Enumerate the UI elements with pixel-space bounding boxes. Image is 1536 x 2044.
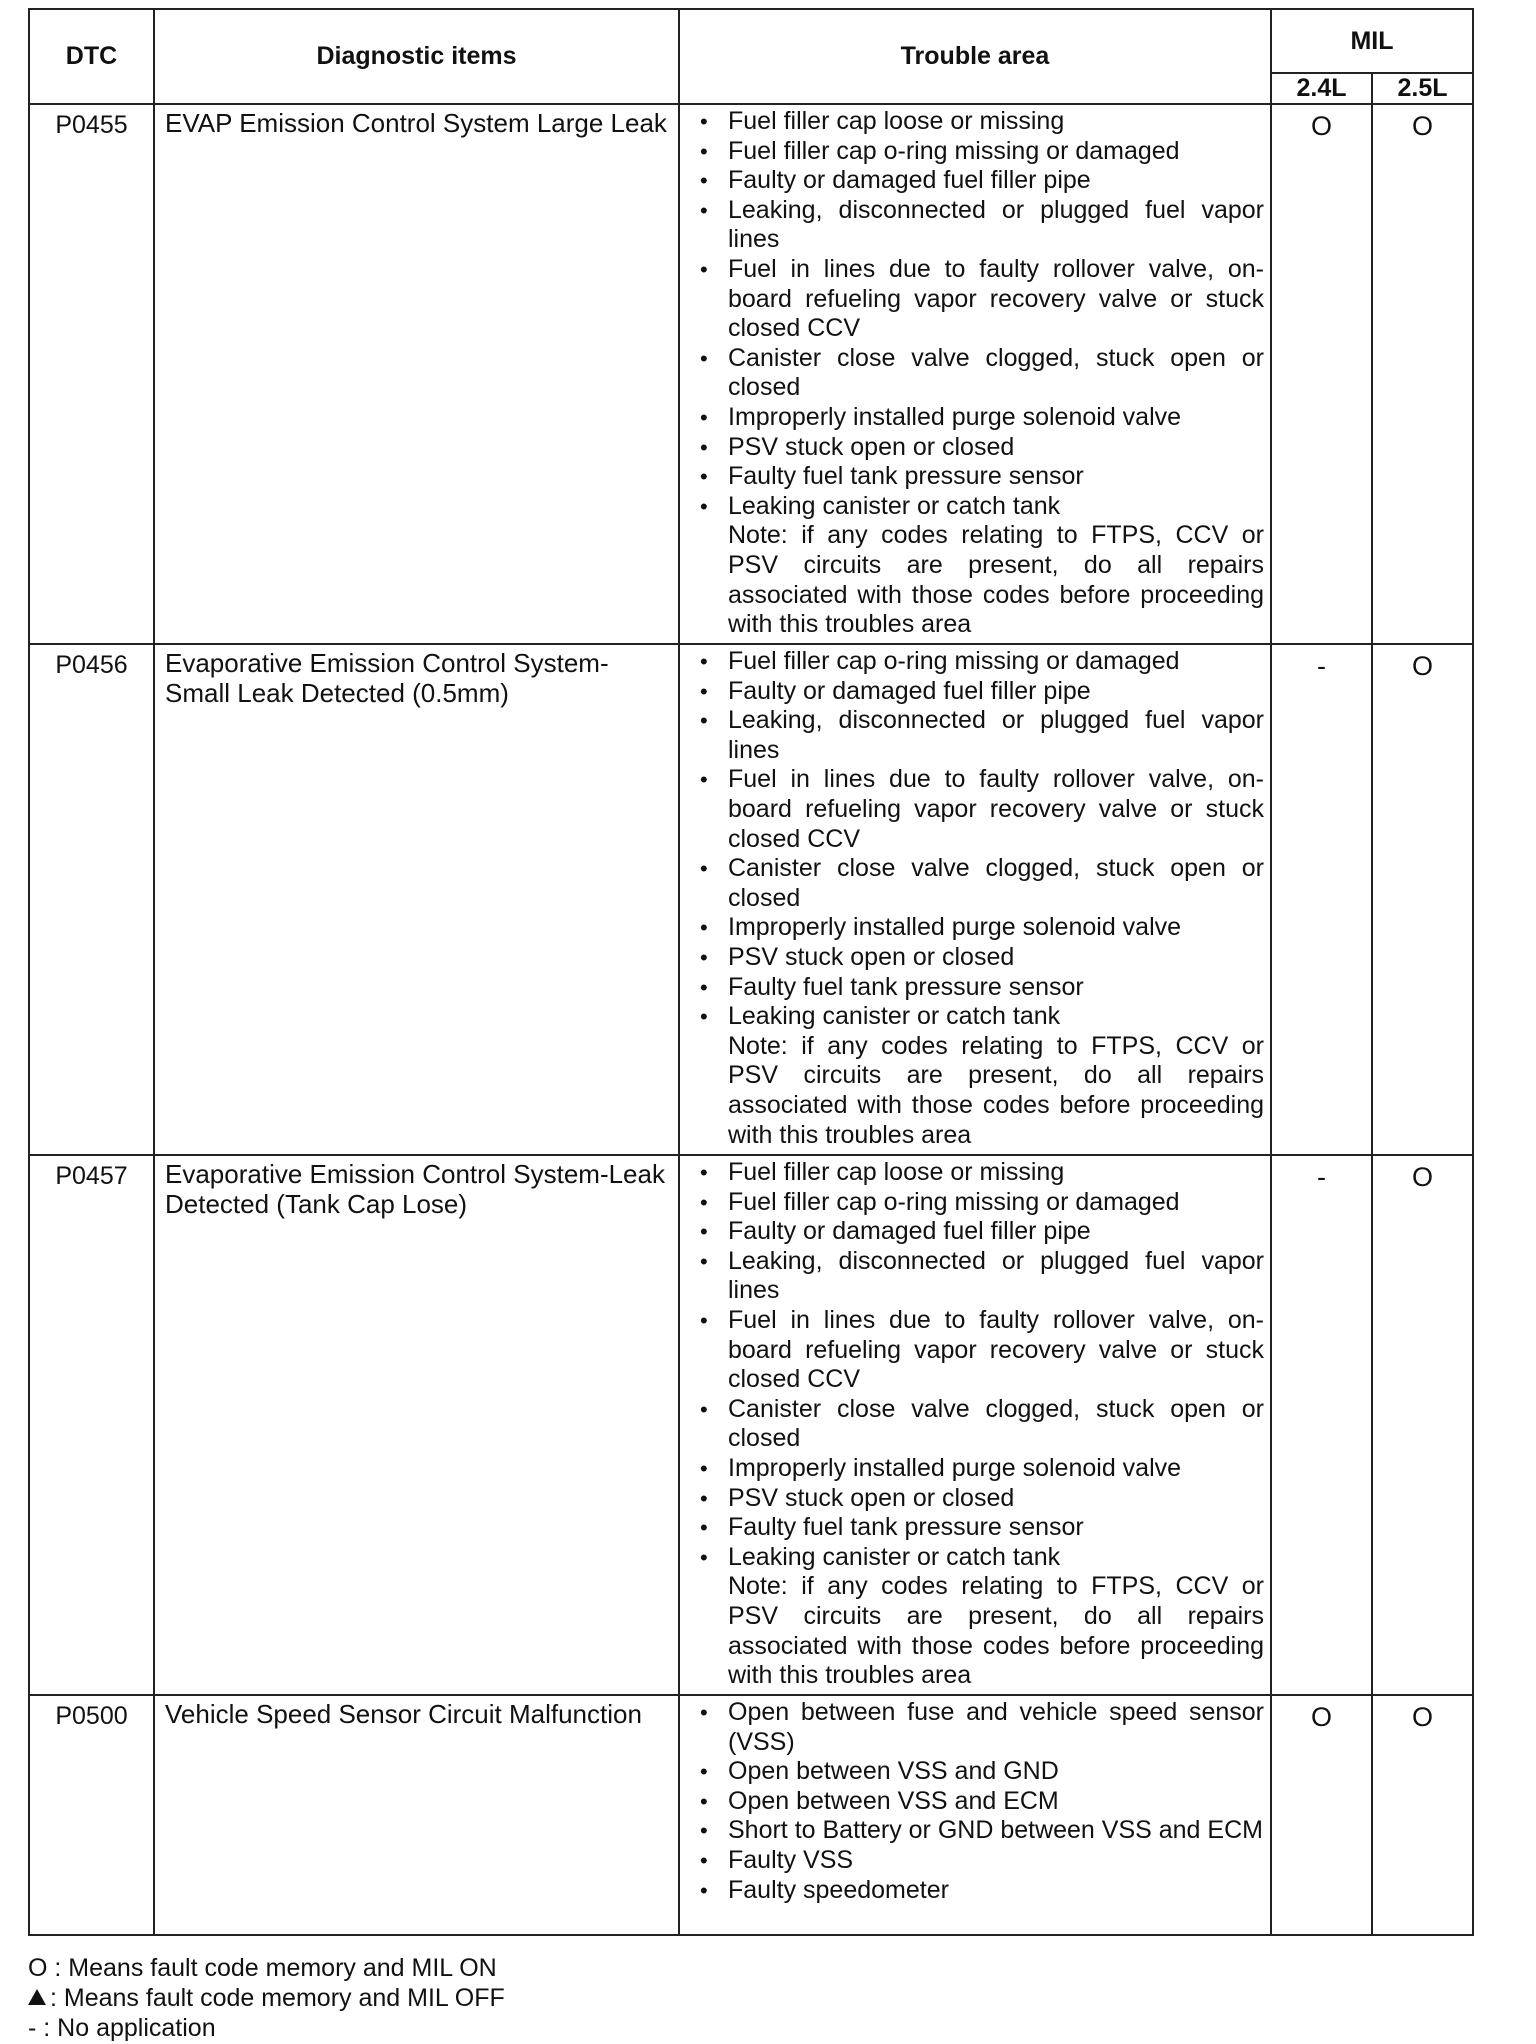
list-item: • Leaking canister or catch tank: [728, 1543, 1264, 1573]
table-row: [29, 644, 1473, 1155]
list-item: • Faulty speedometer: [728, 1876, 1264, 1906]
diagnostic-item: Evaporative Emission Control System-Small Leak Detected (0.5mm): [154, 644, 679, 1155]
list-item: • Faulty fuel tank pressure sensor: [728, 973, 1264, 1003]
trouble-list: [680, 645, 1270, 1032]
dtc-table: [28, 8, 1474, 1936]
table-row: [29, 1695, 1473, 1935]
mil-status-25l: O: [1372, 104, 1473, 644]
list-item: • Open between VSS and ECM: [728, 1787, 1264, 1817]
list-item: • Faulty fuel tank pressure sensor: [728, 1513, 1264, 1543]
list-item: • Fuel filler cap loose or missing: [728, 107, 1264, 137]
legend-mil-off-text: : Means fault code memory and MIL OFF: [50, 1984, 505, 2012]
list-item: • Improperly installed purge solenoid valve: [728, 1454, 1264, 1484]
dtc-code: P0500: [29, 1695, 154, 1935]
mil-status-24l: -: [1271, 1155, 1372, 1695]
list-item: • Canister close valve clogged, stuck open or closed: [728, 344, 1264, 403]
mil-status-24l: O: [1271, 104, 1372, 644]
trouble-area: [679, 1155, 1271, 1695]
list-item: • Leaking canister or catch tank: [728, 492, 1264, 522]
header-mil: MIL: [1271, 9, 1473, 73]
trouble-area: [679, 1695, 1271, 1935]
mil-status-24l: O: [1271, 1695, 1372, 1935]
trouble-list: [680, 1156, 1270, 1572]
list-item: • Canister close valve clogged, stuck open or closed: [728, 854, 1264, 913]
trouble-note: Note: if any codes relating to FTPS, CCV or PSV circuits are present, do all repairs associated with those codes before proceeding with this troubles area: [728, 521, 1264, 639]
list-item: • Improperly installed purge solenoid valve: [728, 403, 1264, 433]
legend: [28, 1953, 505, 2043]
list-item: • Faulty or damaged fuel filler pipe: [728, 1217, 1264, 1247]
list-item: • Fuel in lines due to faulty rollover valve, on-board refueling vapor recovery valve or stuck closed CCV: [728, 255, 1264, 344]
trouble-list: [680, 105, 1270, 521]
list-item: • Leaking, disconnected or plugged fuel vapor lines: [728, 706, 1264, 765]
list-item: • Faulty VSS: [728, 1846, 1264, 1876]
list-item: • Open between VSS and GND: [728, 1757, 1264, 1787]
mil-status-25l: O: [1372, 1155, 1473, 1695]
dtc-code: P0455: [29, 104, 154, 644]
table-body: [29, 104, 1473, 1935]
list-item: • Faulty or damaged fuel filler pipe: [728, 166, 1264, 196]
header-dtc: DTC: [29, 9, 154, 104]
diagnostic-item: EVAP Emission Control System Large Leak: [154, 104, 679, 644]
dtc-code: P0457: [29, 1155, 154, 1695]
trouble-note: Note: if any codes relating to FTPS, CCV or PSV circuits are present, do all repairs associated with those codes before proceeding with this troubles area: [728, 1572, 1264, 1690]
list-item: • Faulty fuel tank pressure sensor: [728, 462, 1264, 492]
list-item: • Short to Battery or GND between VSS and ECM: [728, 1816, 1264, 1846]
legend-mil-off: [28, 1983, 505, 2013]
mil-status-24l: -: [1271, 644, 1372, 1155]
list-item: • Fuel in lines due to faulty rollover valve, on-board refueling vapor recovery valve or stuck closed CCV: [728, 765, 1264, 854]
mil-status-25l: O: [1372, 1695, 1473, 1935]
trouble-note: Note: if any codes relating to FTPS, CCV or PSV circuits are present, do all repairs associated with those codes before proceeding with this troubles area: [728, 1031, 1264, 1149]
list-item: • Fuel filler cap o-ring missing or damaged: [728, 647, 1264, 677]
trouble-area: [679, 644, 1271, 1155]
list-item: • Canister close valve clogged, stuck open or closed: [728, 1395, 1264, 1454]
table-row: [29, 104, 1473, 644]
mil-status-25l: O: [1372, 644, 1473, 1155]
list-item: • PSV stuck open or closed: [728, 1484, 1264, 1514]
table-row: [29, 1155, 1473, 1695]
list-item: • Fuel filler cap loose or missing: [728, 1158, 1264, 1188]
list-item: • PSV stuck open or closed: [728, 433, 1264, 463]
list-item: • Fuel filler cap o-ring missing or damaged: [728, 1188, 1264, 1218]
header-trouble-area: Trouble area: [679, 9, 1271, 104]
legend-no-application: - : No application: [28, 2014, 216, 2042]
legend-mil-on: O : Means fault code memory and MIL ON: [28, 1954, 497, 1982]
trouble-list: [680, 1696, 1270, 1905]
list-item: • Faulty or damaged fuel filler pipe: [728, 677, 1264, 707]
triangle-icon: [28, 1989, 46, 2005]
header-mil-24l: 2.4L: [1271, 73, 1372, 104]
list-item: • PSV stuck open or closed: [728, 943, 1264, 973]
list-item: • Leaking canister or catch tank: [728, 1002, 1264, 1032]
dtc-code: P0456: [29, 644, 154, 1155]
diagnostic-item: Vehicle Speed Sensor Circuit Malfunction: [154, 1695, 679, 1935]
list-item: • Improperly installed purge solenoid valve: [728, 913, 1264, 943]
list-item: • Leaking, disconnected or plugged fuel vapor lines: [728, 196, 1264, 255]
list-item: • Fuel in lines due to faulty rollover valve, on-board refueling vapor recovery valve or stuck closed CCV: [728, 1306, 1264, 1395]
list-item: • Fuel filler cap o-ring missing or damaged: [728, 137, 1264, 167]
trouble-area: [679, 104, 1271, 644]
list-item: • Leaking, disconnected or plugged fuel vapor lines: [728, 1247, 1264, 1306]
list-item: • Open between fuse and vehicle speed sensor (VSS): [728, 1698, 1264, 1757]
header-mil-25l: 2.5L: [1372, 73, 1473, 104]
header-diagnostic-items: Diagnostic items: [154, 9, 679, 104]
diagnostic-item: Evaporative Emission Control System-Leak Detected (Tank Cap Lose): [154, 1155, 679, 1695]
